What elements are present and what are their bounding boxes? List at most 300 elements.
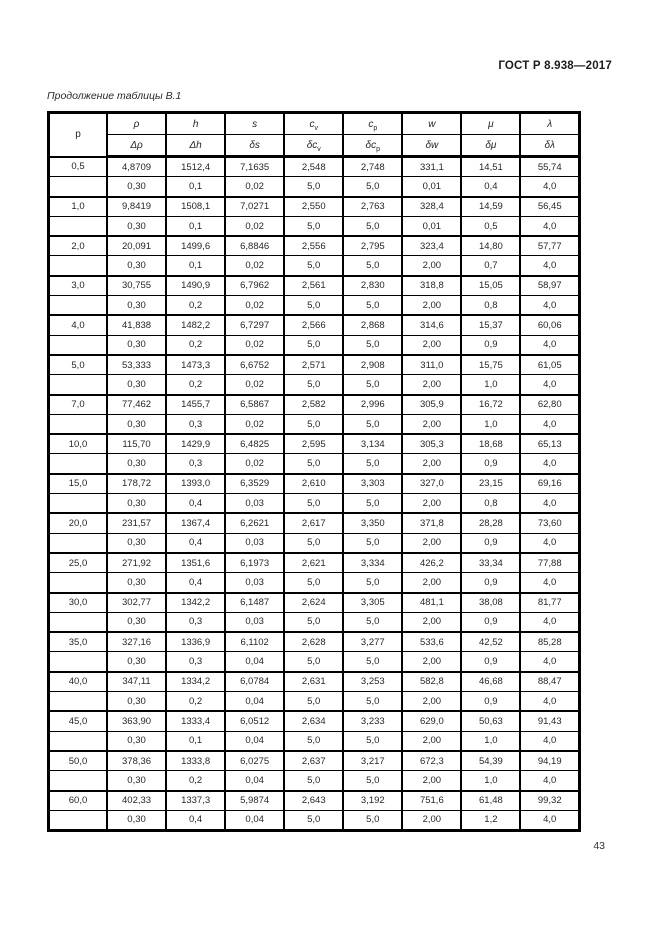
cell-value: 672,3 <box>402 751 461 771</box>
table-row-main <box>49 276 580 296</box>
cell-value: 3,305 <box>343 593 402 613</box>
cell-p: 15,0 <box>49 474 108 494</box>
cell-uncertainty: 0,30 <box>107 810 166 830</box>
cell-value: 14,59 <box>461 197 520 217</box>
cell-uncertainty: 4,0 <box>520 216 579 236</box>
cell-uncertainty: 0,9 <box>461 612 520 632</box>
cell-value: 533,6 <box>402 632 461 652</box>
cell-uncertainty: 0,04 <box>225 771 284 791</box>
cell-p: 1,0 <box>49 197 108 217</box>
cell-value: 305,3 <box>402 434 461 454</box>
cell-value: 302,77 <box>107 593 166 613</box>
cell-uncertainty: 0,30 <box>107 216 166 236</box>
cell-value: 402,33 <box>107 791 166 811</box>
cell-uncertainty: 5,0 <box>343 652 402 672</box>
table-row-main <box>49 315 580 335</box>
cell-value: 5,9874 <box>225 791 284 811</box>
table-row-delta <box>49 612 580 632</box>
cell-uncertainty: 4,0 <box>520 573 579 593</box>
cell-value: 1333,4 <box>166 711 225 731</box>
cell-uncertainty: 0,9 <box>461 454 520 474</box>
cell-value: 50,63 <box>461 711 520 731</box>
cell-value: 23,15 <box>461 474 520 494</box>
cell-uncertainty: 0,02 <box>225 375 284 395</box>
table-row-delta <box>49 177 580 197</box>
cell-uncertainty: 2,00 <box>402 692 461 712</box>
cell-value: 42,52 <box>461 632 520 652</box>
cell-value: 2,571 <box>284 355 343 375</box>
table-row-main <box>49 236 580 256</box>
cell-uncertainty: 5,0 <box>343 375 402 395</box>
column-delta-symbol-sub: p <box>376 145 381 153</box>
cell-uncertainty: 2,00 <box>402 494 461 514</box>
cell-uncertainty: 2,00 <box>402 296 461 316</box>
cell-uncertainty: 0,1 <box>166 256 225 276</box>
cell-value: 6,0784 <box>225 672 284 692</box>
cell-value: 38,08 <box>461 593 520 613</box>
column-delta-symbol: δs <box>249 139 260 151</box>
cell-value: 2,582 <box>284 395 343 415</box>
cell-p-empty <box>49 375 108 395</box>
cell-uncertainty: 0,4 <box>166 494 225 514</box>
cell-uncertainty: 5,0 <box>284 335 343 355</box>
cell-p: 60,0 <box>49 791 108 811</box>
cell-value: 15,75 <box>461 355 520 375</box>
cell-value: 58,97 <box>520 276 579 296</box>
cell-value: 61,48 <box>461 791 520 811</box>
cell-value: 1508,1 <box>166 197 225 217</box>
column-delta-symbol: δc <box>365 139 377 151</box>
cell-uncertainty: 5,0 <box>284 414 343 434</box>
cell-uncertainty: 1,0 <box>461 771 520 791</box>
cell-value: 1367,4 <box>166 513 225 533</box>
cell-uncertainty: 5,0 <box>284 494 343 514</box>
cell-value: 20,091 <box>107 236 166 256</box>
cell-value: 2,868 <box>343 315 402 335</box>
cell-value: 1393,0 <box>166 474 225 494</box>
cell-value: 2,550 <box>284 197 343 217</box>
column-delta-symbol: δμ <box>485 139 497 151</box>
header-row-symbols <box>49 113 580 135</box>
cell-value: 2,566 <box>284 315 343 335</box>
cell-uncertainty: 4,0 <box>520 692 579 712</box>
table-row-main <box>49 711 580 731</box>
table-caption: Продолжение таблицы В.1 <box>47 90 182 102</box>
column-symbol-sub: p <box>373 124 378 132</box>
cell-value: 77,462 <box>107 395 166 415</box>
cell-value: 14,80 <box>461 236 520 256</box>
cell-value: 6,1487 <box>225 593 284 613</box>
cell-value: 481,1 <box>402 593 461 613</box>
cell-value: 6,2621 <box>225 513 284 533</box>
cell-value: 3,217 <box>343 751 402 771</box>
cell-value: 55,74 <box>520 157 579 177</box>
cell-uncertainty: 0,04 <box>225 810 284 830</box>
column-symbol: s <box>252 118 258 130</box>
cell-p-empty <box>49 612 108 632</box>
cell-value: 65,13 <box>520 434 579 454</box>
cell-value: 2,908 <box>343 355 402 375</box>
cell-value: 6,7297 <box>225 315 284 335</box>
cell-uncertainty: 4,0 <box>520 771 579 791</box>
cell-value: 1334,2 <box>166 672 225 692</box>
cell-value: 178,72 <box>107 474 166 494</box>
cell-uncertainty: 0,30 <box>107 177 166 197</box>
cell-uncertainty: 0,9 <box>461 573 520 593</box>
cell-uncertainty: 0,02 <box>225 256 284 276</box>
cell-uncertainty: 0,30 <box>107 771 166 791</box>
cell-uncertainty: 4,0 <box>520 652 579 672</box>
cell-uncertainty: 0,3 <box>166 414 225 434</box>
cell-uncertainty: 0,9 <box>461 533 520 553</box>
cell-value: 1490,9 <box>166 276 225 296</box>
cell-value: 60,06 <box>520 315 579 335</box>
cell-value: 378,36 <box>107 751 166 771</box>
cell-uncertainty: 0,30 <box>107 612 166 632</box>
table-row-delta <box>49 771 580 791</box>
cell-value: 88,47 <box>520 672 579 692</box>
column-delta-symbol-sub: v <box>317 145 321 153</box>
column-symbol: h <box>192 118 199 130</box>
cell-uncertainty: 0,01 <box>402 216 461 236</box>
cell-value: 2,610 <box>284 474 343 494</box>
cell-p: 7,0 <box>49 395 108 415</box>
cell-value: 2,595 <box>284 434 343 454</box>
cell-uncertainty: 5,0 <box>284 652 343 672</box>
cell-value: 6,4825 <box>225 434 284 454</box>
cell-value: 6,7962 <box>225 276 284 296</box>
cell-uncertainty: 5,0 <box>343 296 402 316</box>
table-row-main <box>49 791 580 811</box>
column-header <box>402 113 461 135</box>
column-header <box>284 113 343 135</box>
cell-value: 77,88 <box>520 553 579 573</box>
cell-uncertainty: 0,8 <box>461 494 520 514</box>
cell-uncertainty: 0,4 <box>166 810 225 830</box>
cell-uncertainty: 0,30 <box>107 454 166 474</box>
cell-uncertainty: 0,30 <box>107 296 166 316</box>
cell-uncertainty: 5,0 <box>284 771 343 791</box>
cell-value: 6,8846 <box>225 236 284 256</box>
table-row-delta <box>49 810 580 830</box>
cell-uncertainty: 4,0 <box>520 810 579 830</box>
cell-value: 85,28 <box>520 632 579 652</box>
cell-value: 53,333 <box>107 355 166 375</box>
cell-value: 2,617 <box>284 513 343 533</box>
column-symbol: ρ <box>133 118 140 130</box>
cell-value: 56,45 <box>520 197 579 217</box>
cell-uncertainty: 2,00 <box>402 652 461 672</box>
cell-value: 115,70 <box>107 434 166 454</box>
cell-value: 7,1635 <box>225 157 284 177</box>
cell-uncertainty: 5,0 <box>284 533 343 553</box>
cell-value: 328,4 <box>402 197 461 217</box>
cell-value: 323,4 <box>402 236 461 256</box>
cell-p-empty <box>49 414 108 434</box>
cell-value: 6,1102 <box>225 632 284 652</box>
table-row-main <box>49 672 580 692</box>
table-row-main <box>49 157 580 177</box>
cell-p-empty <box>49 177 108 197</box>
table-row-delta <box>49 533 580 553</box>
column-symbol: w <box>428 118 436 130</box>
cell-p: 25,0 <box>49 553 108 573</box>
cell-uncertainty: 5,0 <box>343 454 402 474</box>
cell-uncertainty: 5,0 <box>343 256 402 276</box>
cell-p-empty <box>49 454 108 474</box>
cell-uncertainty: 0,04 <box>225 692 284 712</box>
column-header <box>107 113 166 135</box>
table-row-delta <box>49 573 580 593</box>
column-delta-symbol: Δρ <box>130 139 143 151</box>
cell-value: 3,192 <box>343 791 402 811</box>
cell-uncertainty: 4,0 <box>520 533 579 553</box>
cell-value: 371,8 <box>402 513 461 533</box>
cell-uncertainty: 4,0 <box>520 731 579 751</box>
table-body <box>49 157 580 831</box>
cell-value: 2,631 <box>284 672 343 692</box>
cell-value: 1337,3 <box>166 791 225 811</box>
cell-value: 73,60 <box>520 513 579 533</box>
cell-value: 41,838 <box>107 315 166 335</box>
column-symbol: c <box>368 118 374 130</box>
cell-uncertainty: 0,9 <box>461 692 520 712</box>
cell-uncertainty: 0,1 <box>166 731 225 751</box>
cell-uncertainty: 5,0 <box>284 692 343 712</box>
cell-uncertainty: 0,03 <box>225 494 284 514</box>
cell-uncertainty: 5,0 <box>343 612 402 632</box>
cell-uncertainty: 0,9 <box>461 335 520 355</box>
cell-value: 629,0 <box>402 711 461 731</box>
cell-uncertainty: 5,0 <box>284 296 343 316</box>
cell-uncertainty: 5,0 <box>284 731 343 751</box>
cell-value: 327,0 <box>402 474 461 494</box>
cell-value: 2,624 <box>284 593 343 613</box>
cell-uncertainty: 0,3 <box>166 454 225 474</box>
cell-uncertainty: 5,0 <box>343 573 402 593</box>
cell-value: 3,277 <box>343 632 402 652</box>
column-header <box>166 113 225 135</box>
table-row-delta <box>49 256 580 276</box>
cell-value: 61,05 <box>520 355 579 375</box>
cell-p-empty <box>49 771 108 791</box>
cell-value: 363,90 <box>107 711 166 731</box>
cell-value: 1499,6 <box>166 236 225 256</box>
cell-uncertainty: 0,4 <box>166 533 225 553</box>
cell-p: 20,0 <box>49 513 108 533</box>
cell-p-empty <box>49 573 108 593</box>
cell-p-empty <box>49 256 108 276</box>
column-header-delta <box>225 135 284 157</box>
cell-p-empty <box>49 692 108 712</box>
table-b1 <box>47 111 581 832</box>
cell-value: 3,134 <box>343 434 402 454</box>
column-header <box>343 113 402 135</box>
column-header <box>520 113 579 135</box>
cell-uncertainty: 4,0 <box>520 335 579 355</box>
cell-uncertainty: 2,00 <box>402 533 461 553</box>
table-row-delta <box>49 692 580 712</box>
column-delta-symbol: δλ <box>544 139 555 151</box>
cell-value: 33,34 <box>461 553 520 573</box>
cell-uncertainty: 5,0 <box>284 256 343 276</box>
column-header-delta <box>107 135 166 157</box>
cell-value: 46,68 <box>461 672 520 692</box>
cell-uncertainty: 0,5 <box>461 216 520 236</box>
cell-uncertainty: 0,30 <box>107 533 166 553</box>
cell-value: 3,334 <box>343 553 402 573</box>
cell-uncertainty: 4,0 <box>520 256 579 276</box>
table-row-main <box>49 513 580 533</box>
cell-value: 6,6752 <box>225 355 284 375</box>
cell-value: 28,28 <box>461 513 520 533</box>
cell-p-empty <box>49 494 108 514</box>
cell-uncertainty: 4,0 <box>520 177 579 197</box>
cell-uncertainty: 0,30 <box>107 256 166 276</box>
table-row-main <box>49 632 580 652</box>
cell-value: 2,643 <box>284 791 343 811</box>
cell-value: 1333,8 <box>166 751 225 771</box>
column-header-delta <box>402 135 461 157</box>
cell-uncertainty: 5,0 <box>343 335 402 355</box>
cell-uncertainty: 4,0 <box>520 454 579 474</box>
cell-value: 6,0275 <box>225 751 284 771</box>
table-row-delta <box>49 335 580 355</box>
cell-uncertainty: 5,0 <box>284 216 343 236</box>
cell-uncertainty: 0,30 <box>107 692 166 712</box>
cell-uncertainty: 4,0 <box>520 414 579 434</box>
cell-p: 0,5 <box>49 157 108 177</box>
cell-value: 347,11 <box>107 672 166 692</box>
cell-uncertainty: 2,00 <box>402 810 461 830</box>
cell-uncertainty: 2,00 <box>402 731 461 751</box>
cell-uncertainty: 1,0 <box>461 375 520 395</box>
column-delta-symbol: δw <box>425 139 439 151</box>
cell-uncertainty: 5,0 <box>343 216 402 236</box>
cell-value: 327,16 <box>107 632 166 652</box>
cell-value: 14,51 <box>461 157 520 177</box>
cell-value: 2,637 <box>284 751 343 771</box>
cell-value: 1351,6 <box>166 553 225 573</box>
cell-uncertainty: 5,0 <box>343 692 402 712</box>
column-delta-symbol: δc <box>306 139 318 151</box>
cell-uncertainty: 5,0 <box>343 810 402 830</box>
cell-uncertainty: 0,30 <box>107 375 166 395</box>
cell-value: 69,16 <box>520 474 579 494</box>
page-number: 43 <box>593 840 605 852</box>
cell-uncertainty: 0,02 <box>225 177 284 197</box>
cell-value: 57,77 <box>520 236 579 256</box>
cell-value: 81,77 <box>520 593 579 613</box>
cell-uncertainty: 0,7 <box>461 256 520 276</box>
cell-value: 15,37 <box>461 315 520 335</box>
table-row-main <box>49 553 580 573</box>
column-symbol: c <box>309 118 315 130</box>
column-delta-symbol: Δh <box>189 139 202 151</box>
column-header <box>461 113 520 135</box>
cell-uncertainty: 0,02 <box>225 414 284 434</box>
cell-uncertainty: 0,04 <box>225 652 284 672</box>
cell-value: 311,0 <box>402 355 461 375</box>
column-header-delta <box>520 135 579 157</box>
table-row-delta <box>49 652 580 672</box>
cell-value: 99,32 <box>520 791 579 811</box>
cell-uncertainty: 0,4 <box>461 177 520 197</box>
cell-uncertainty: 0,2 <box>166 335 225 355</box>
cell-uncertainty: 0,30 <box>107 335 166 355</box>
cell-uncertainty: 0,3 <box>166 612 225 632</box>
cell-p-empty <box>49 731 108 751</box>
cell-value: 2,748 <box>343 157 402 177</box>
cell-uncertainty: 5,0 <box>343 494 402 514</box>
cell-uncertainty: 0,30 <box>107 573 166 593</box>
cell-uncertainty: 2,00 <box>402 612 461 632</box>
cell-uncertainty: 0,02 <box>225 454 284 474</box>
cell-value: 6,3529 <box>225 474 284 494</box>
cell-uncertainty: 0,30 <box>107 731 166 751</box>
cell-value: 7,0271 <box>225 197 284 217</box>
cell-uncertainty: 5,0 <box>284 612 343 632</box>
cell-uncertainty: 0,04 <box>225 731 284 751</box>
cell-value: 94,19 <box>520 751 579 771</box>
cell-value: 751,6 <box>402 791 461 811</box>
cell-value: 1342,2 <box>166 593 225 613</box>
cell-value: 30,755 <box>107 276 166 296</box>
cell-value: 314,6 <box>402 315 461 335</box>
cell-value: 6,1973 <box>225 553 284 573</box>
table-row-delta <box>49 296 580 316</box>
cell-p: 40,0 <box>49 672 108 692</box>
cell-p: 10,0 <box>49 434 108 454</box>
cell-uncertainty: 5,0 <box>284 454 343 474</box>
cell-value: 305,9 <box>402 395 461 415</box>
table-row-delta <box>49 414 580 434</box>
cell-uncertainty: 2,00 <box>402 335 461 355</box>
cell-value: 16,72 <box>461 395 520 415</box>
cell-p: 4,0 <box>49 315 108 335</box>
cell-uncertainty: 1,0 <box>461 414 520 434</box>
cell-value: 426,2 <box>402 553 461 573</box>
cell-value: 2,830 <box>343 276 402 296</box>
cell-uncertainty: 0,2 <box>166 375 225 395</box>
cell-uncertainty: 0,30 <box>107 652 166 672</box>
cell-value: 6,0512 <box>225 711 284 731</box>
cell-value: 3,253 <box>343 672 402 692</box>
cell-uncertainty: 0,1 <box>166 177 225 197</box>
cell-value: 15,05 <box>461 276 520 296</box>
cell-uncertainty: 0,02 <box>225 335 284 355</box>
cell-uncertainty: 4,0 <box>520 375 579 395</box>
column-header-delta <box>166 135 225 157</box>
cell-uncertainty: 2,00 <box>402 454 461 474</box>
cell-uncertainty: 2,00 <box>402 414 461 434</box>
cell-uncertainty: 5,0 <box>343 177 402 197</box>
cell-p: 30,0 <box>49 593 108 613</box>
cell-uncertainty: 2,00 <box>402 771 461 791</box>
cell-value: 231,57 <box>107 513 166 533</box>
cell-uncertainty: 5,0 <box>343 731 402 751</box>
cell-p-empty <box>49 296 108 316</box>
cell-value: 2,996 <box>343 395 402 415</box>
cell-p-empty <box>49 335 108 355</box>
column-header <box>225 113 284 135</box>
table-row-main <box>49 355 580 375</box>
cell-value: 2,763 <box>343 197 402 217</box>
cell-uncertainty: 1,2 <box>461 810 520 830</box>
column-header-p: p <box>49 113 108 157</box>
cell-value: 18,68 <box>461 434 520 454</box>
cell-value: 271,92 <box>107 553 166 573</box>
